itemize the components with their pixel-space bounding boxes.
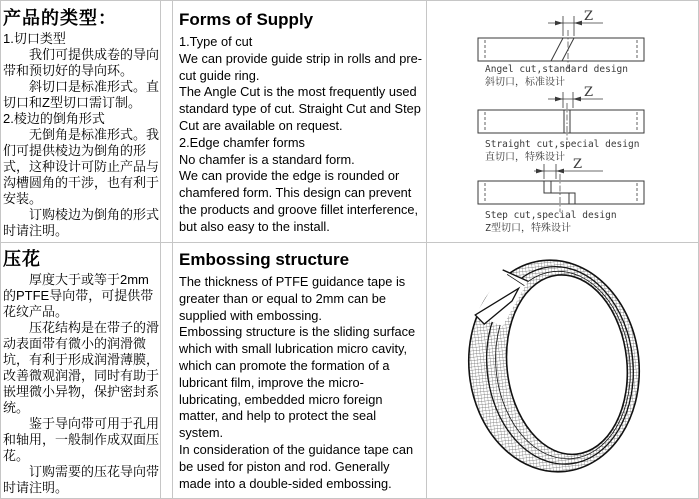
section-forms-of-supply — [179, 9, 423, 241]
dimension-label-z: Z — [573, 157, 583, 172]
section-product-types-zh — [3, 5, 160, 241]
paragraph: 2.Edge chamfer forms — [179, 134, 305, 150]
diagram-caption-zh: 直切口，特殊设计 — [485, 152, 565, 163]
guide-ring-panel — [427, 243, 696, 497]
diagram-caption-en: Angel cut,standard design — [485, 64, 628, 75]
section-heading: Forms of Supply — [179, 10, 314, 29]
guide-ring-band — [458, 252, 649, 481]
paragraph: 1.Type of cut — [179, 34, 253, 49]
paragraph: No chamfer is a standard form. — [179, 151, 355, 167]
divider-vertical-left-inner — [172, 1, 173, 498]
cut-diagrams-drawing — [427, 3, 696, 241]
paragraph: The Angle Cut is the most frequently used standard type of cut. Straight Cut and Step Cut are available on request. — [179, 84, 421, 133]
paragraph: The thickness of PTFE guidance tape is greater than or equal to 2mm can be supplied with embossing. — [179, 274, 406, 323]
paragraph: 1.切口类型 — [3, 31, 66, 46]
paragraph: 订购棱边为倒角的形式时请注明。 — [3, 207, 160, 238]
cut-diagrams-panel — [427, 3, 696, 241]
dimension-label-z: Z — [584, 9, 594, 24]
diagram-caption-en: Straight cut,special design — [485, 139, 640, 150]
straight-cut-diagram — [478, 85, 644, 163]
paragraph: 2.棱边的倒角形式 — [3, 111, 105, 126]
section-heading: 产品的类型： — [3, 8, 117, 28]
paragraph: We can provide guide strip in rolls and pre-cut guide ring. — [179, 50, 423, 83]
section-embossing-structure — [179, 249, 423, 497]
diagram-caption-zh: Z型切口，特殊设计 — [485, 223, 572, 234]
embossed-guide-ring-illustration — [427, 243, 696, 497]
step-cut-diagram — [478, 157, 644, 234]
section-heading: 压花 — [3, 249, 41, 269]
paragraph: 斜切口是标准形式。直切口和Z型切口需订制。 — [3, 79, 160, 110]
paragraph: Embossing structure is the sliding surface which with small lubrication micro cavity, which can promote the formation of a lubricant film, improve the micro-lubricating, embedded micro foreign matter, and help to protect the seal system. — [179, 324, 416, 441]
section-embossing-zh — [3, 246, 160, 497]
paragraph: 鉴于导向带可用于孔用和轴用，一般制作成双面压花。 — [3, 416, 160, 463]
angle-cut-diagram — [478, 9, 644, 88]
paragraph: 订购需要的压花导向带时请注明。 — [3, 464, 160, 495]
paragraph: 我们可提供成卷的导向带和预切好的导向环。 — [3, 47, 160, 78]
paragraph: 压花结构是在带子的滑动表面带有微小的润滑微坑，有利于形成润滑薄膜，改善微观润滑，同时有助于嵌埋微小异物，保护密封系统。 — [3, 320, 160, 415]
dimension-label-z: Z — [584, 85, 594, 100]
divider-vertical-left-outer — [160, 1, 161, 498]
paragraph: In consideration of the guidance tape can be used for piston and rod. Generally made into a double-sided embossing. — [179, 441, 414, 491]
section-heading: Embossing structure — [179, 250, 350, 269]
paragraph: 无倒角是标准形式。我们可提供棱边为倒角的形式，这种设计可防止产品与沟槽圆角的干涉，也有利于安装。 — [3, 127, 160, 206]
diagram-caption-zh: 斜切口，标准设计 — [485, 77, 565, 88]
diagram-caption-en: Step cut,special design — [485, 210, 617, 221]
paragraph: 厚度大于或等于2mm的PTFE导向带，可提供带花纹产品。 — [3, 272, 154, 319]
paragraph: We can provide the edge is rounded or chamfered form. This design can prevent the products and groove fillet interference, but also easy to the install. — [179, 168, 419, 234]
